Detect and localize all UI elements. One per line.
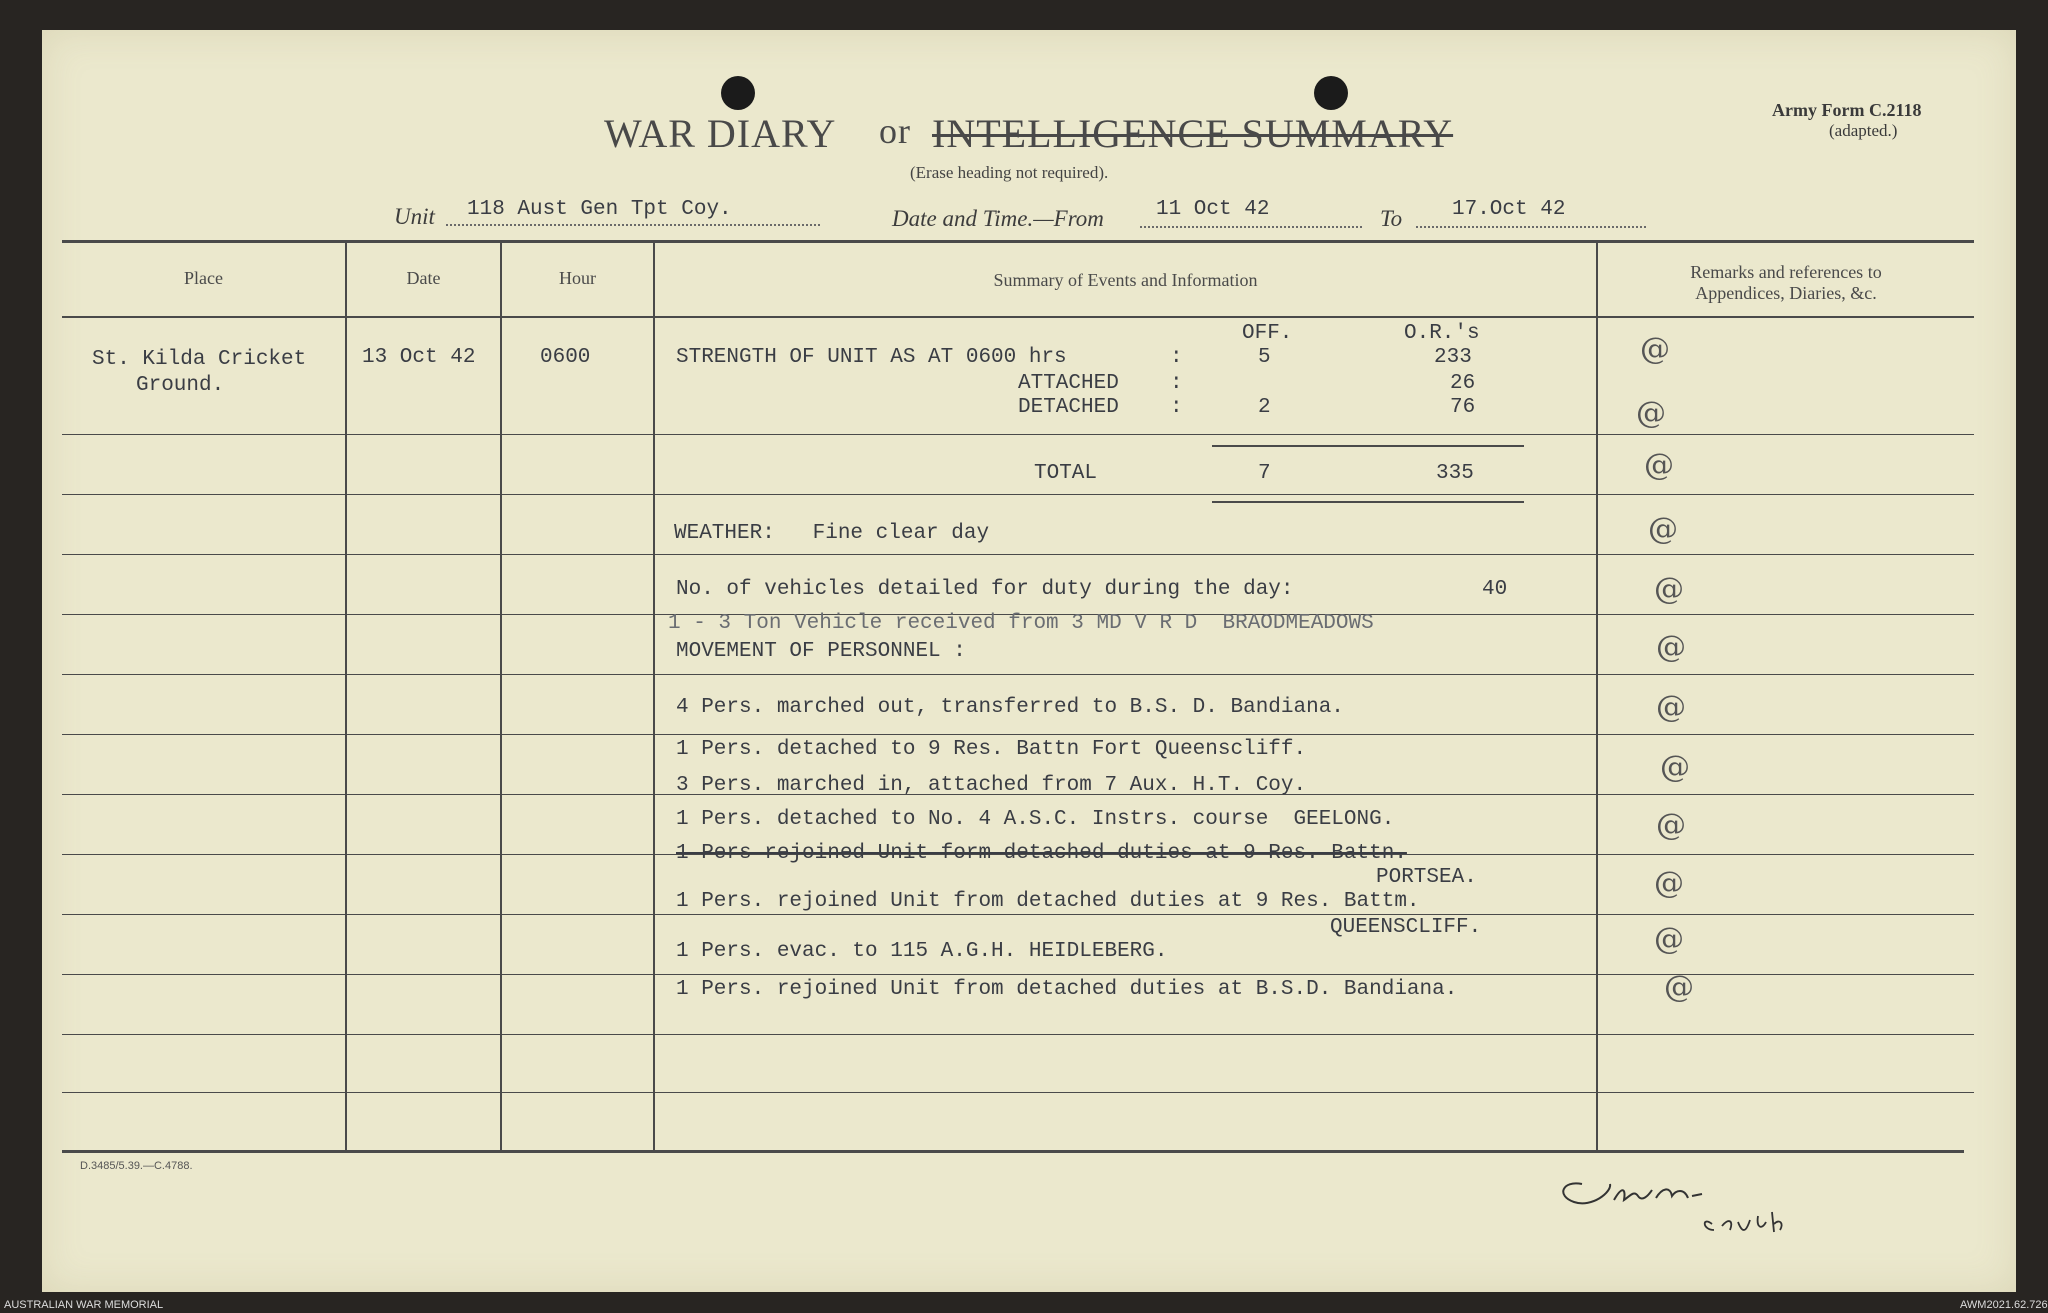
col-header-summary: Summary of Events and Information	[993, 270, 1258, 290]
army-form-label: Army Form C.2118	[1772, 100, 1922, 120]
total-or-value: 335	[1436, 462, 1474, 485]
col-header-remarks-line1: Remarks and references to	[1690, 262, 1882, 282]
col-divider-place	[345, 240, 347, 1152]
form-code: D.3485/5.39.—C.4788.	[80, 1160, 193, 1172]
table-top-rule	[62, 240, 1974, 243]
remark-mark: @	[1656, 630, 1686, 665]
remark-mark: @	[1654, 922, 1684, 957]
adapted-label: (adapted.)	[1829, 121, 1898, 140]
erase-note: (Erase heading not required).	[910, 163, 1109, 182]
total-bottom-rule	[1212, 501, 1524, 503]
event-line-4: 1 Pers. detached to No. 4 A.S.C. Instrs. course GEELONG.	[676, 808, 1395, 831]
col-divider-hour	[653, 240, 655, 1152]
remark-mark: @	[1648, 512, 1678, 547]
event-line-2: 1 Pers. detached to 9 Res. Battn Fort Queenscliff.	[676, 738, 1307, 761]
to-value: 17.Oct 42	[1452, 198, 1566, 221]
row-rule	[62, 494, 1974, 495]
attached-or-value: 26	[1450, 372, 1476, 395]
col-divider-summary	[1596, 240, 1598, 1152]
strength-colon: :	[1170, 346, 1183, 369]
event-line-7: 1 Pers. evac. to 115 A.G.H. HEIDLEBERG.	[676, 940, 1168, 963]
detached-colon: :	[1170, 396, 1183, 419]
remark-mark: @	[1644, 448, 1674, 483]
unit-value: 118 Aust Gen Tpt Coy.	[467, 198, 732, 221]
attached-label: ATTACHED	[1018, 372, 1119, 395]
col-header-remarks-line2: Appendices, Diaries, &c.	[1695, 283, 1877, 303]
total-top-rule	[1212, 445, 1524, 447]
event-line-5-sub: PORTSEA.	[1376, 866, 1477, 889]
punch-hole-right	[1314, 76, 1348, 110]
event-line-5-struck: 1 Pers rejoined Unit form detached duties at 9 Res. Battn.	[676, 842, 1407, 865]
entry-hour: 0600	[540, 346, 591, 369]
from-value: 11 Oct 42	[1156, 198, 1270, 221]
header-bottom-rule	[62, 316, 1974, 318]
title-intelligence-summary: INTELLIGENCE SUMMARY	[932, 111, 1454, 156]
col-divider-date	[500, 240, 502, 1152]
strength-row-label: STRENGTH OF UNIT AS AT 0600 hrs	[676, 346, 1067, 369]
remark-mark: @	[1654, 572, 1684, 607]
total-label: TOTAL	[1034, 462, 1098, 485]
punch-hole-left	[721, 76, 755, 110]
strength-off-value: 5	[1258, 346, 1271, 369]
row-rule	[62, 1034, 1974, 1035]
strength-off-header: OFF.	[1242, 322, 1293, 345]
vehicles-count: 40	[1482, 578, 1508, 601]
unit-dotline	[446, 224, 820, 226]
detached-or-value: 76	[1450, 396, 1476, 419]
title-war-diary: WAR DIARY	[604, 111, 837, 156]
row-rule	[62, 554, 1974, 555]
entry-place-line1: St. Kilda Cricket	[92, 348, 307, 371]
strength-or-value: 233	[1434, 346, 1472, 369]
col-header-hour: Hour	[559, 268, 596, 288]
movement-heading: MOVEMENT OF PERSONNEL :	[676, 640, 966, 663]
table-bottom-rule	[62, 1150, 1964, 1153]
footer-right: AWM2021.62.726	[1960, 1299, 2048, 1311]
remark-mark: @	[1660, 750, 1690, 785]
signature-icon	[1552, 1166, 1822, 1246]
unit-label: Unit	[394, 204, 435, 229]
col-header-date: Date	[406, 268, 441, 288]
row-rule	[62, 674, 1974, 675]
event-line-3: 3 Pers. marched in, attached from 7 Aux. H.T. Coy.	[676, 774, 1307, 797]
event-line-6-sub: QUEENSCLIFF.	[1330, 916, 1482, 939]
event-line-6: 1 Pers. rejoined Unit from detached duties at 9 Res. Battm.	[676, 890, 1420, 913]
date-time-label: Date and Time.—From	[892, 206, 1104, 231]
row-rule	[62, 434, 1974, 435]
to-dotline	[1416, 226, 1646, 228]
entry-date: 13 Oct 42	[362, 346, 476, 369]
remark-mark: @	[1656, 690, 1686, 725]
from-dotline	[1140, 226, 1362, 228]
remark-mark: @	[1636, 396, 1666, 431]
event-line-8: 1 Pers. rejoined Unit from detached duties at B.S.D. Bandiana.	[676, 978, 1458, 1001]
vehicle-received-line: 1 - 3 Ton Vehicle received from 3 MD V R D BRAODMEADOWS	[668, 612, 1374, 635]
remark-mark: @	[1656, 808, 1686, 843]
detached-off-value: 2	[1258, 396, 1271, 419]
entry-place-line2: Ground.	[136, 374, 225, 397]
remark-mark: @	[1654, 866, 1684, 901]
col-header-place: Place	[184, 268, 223, 288]
attached-colon: :	[1170, 372, 1183, 395]
row-rule	[62, 914, 1974, 915]
to-label: To	[1380, 206, 1403, 231]
title-or: or	[879, 111, 911, 151]
footer-left: AUSTRALIAN WAR MEMORIAL	[4, 1299, 164, 1311]
weather-line: WEATHER: Fine clear day	[674, 522, 990, 545]
event-line-1: 4 Pers. marched out, transferred to B.S. D. Bandiana.	[676, 696, 1344, 719]
detached-label: DETACHED	[1018, 396, 1119, 419]
row-rule	[62, 1092, 1974, 1093]
strength-or-header: O.R.'s	[1404, 322, 1480, 345]
remark-mark: @	[1640, 332, 1670, 367]
vehicles-line: No. of vehicles detailed for duty during the day:	[676, 578, 1294, 601]
row-rule	[62, 734, 1974, 735]
total-off-value: 7	[1258, 462, 1271, 485]
remark-mark: @	[1664, 970, 1694, 1005]
